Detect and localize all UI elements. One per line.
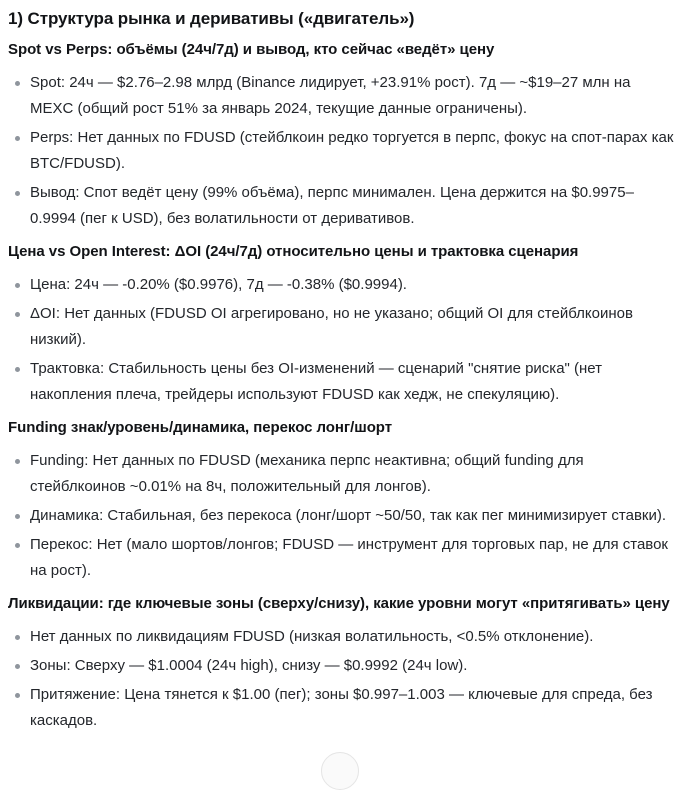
list-item <box>8 70 678 122</box>
list-item <box>8 272 678 298</box>
bullet-icon <box>15 81 20 86</box>
bullet-text: Трактовка: Стабильность цены без OI-изменений — сценарий "снятие риска" (нет накопления плеча, трейдеры используют FDUSD как хедж, не спекуляцию). <box>30 360 603 403</box>
bullet-text: ΔOI: Нет данных (FDUSD OI агрегировано, но не указано; общий OI для стейблкоинов низкий). <box>30 305 633 348</box>
list-item <box>8 125 678 177</box>
bullet-icon <box>15 693 20 698</box>
bullet-icon <box>15 459 20 464</box>
bullet-list <box>8 272 678 408</box>
bullet-icon <box>15 514 20 519</box>
bullet-text: Perps: Нет данных по FDUSD (стейблкоин редко торгуется в перпс, фокус на спот-парах как BTC/FDUSD). <box>30 129 674 172</box>
bullet-icon <box>15 191 20 196</box>
list-item <box>8 301 678 353</box>
bullet-text: Притяжение: Цена тянется к $1.00 (пег); зоны $0.997–1.003 — ключевые для спреда, без каскадов. <box>30 686 653 729</box>
section-liquidations <box>8 593 678 734</box>
bullet-text: Перекос: Нет (мало шортов/лонгов; FDUSD — инструмент для торговых пар, не для ставок на рост). <box>30 536 668 579</box>
section-heading: Spot vs Perps: объёмы (24ч/7д) и вывод, кто сейчас «ведёт» цену <box>8 41 495 58</box>
bullet-text: Динамика: Стабильная, без перекоса (лонг/шорт ~50/50, так как пег минимизирует ставки). <box>30 507 667 524</box>
bullet-icon <box>15 312 20 317</box>
bullet-icon <box>15 635 20 640</box>
section-heading: Funding знак/уровень/динамика, перекос лонг/шорт <box>8 419 393 436</box>
list-item <box>8 532 678 584</box>
bullet-icon <box>15 664 20 669</box>
list-item <box>8 653 678 679</box>
bullet-text: Цена: 24ч — -0.20% ($0.9976), 7д — -0.38% ($0.9994). <box>30 276 407 293</box>
list-item <box>8 503 678 529</box>
list-item <box>8 448 678 500</box>
bullet-list <box>8 624 678 734</box>
section-spot-vs-perps <box>8 39 678 232</box>
bullet-text: Funding: Нет данных по FDUSD (механика перпс неактивна; общий funding для стейблкоинов ~0.01% на 8ч, положительный для лонгов). <box>30 452 584 495</box>
list-item <box>8 624 678 650</box>
bullet-list <box>8 70 678 232</box>
section-funding <box>8 417 678 584</box>
bullet-icon <box>15 367 20 372</box>
bullet-icon <box>15 136 20 141</box>
page-title: 1) Структура рынка и деривативы («двигатель») <box>8 9 415 28</box>
bullet-icon <box>15 543 20 548</box>
bullet-list <box>8 448 678 584</box>
scroll-to-bottom-button[interactable] <box>321 752 359 790</box>
list-item <box>8 682 678 734</box>
bullet-text: Зоны: Сверху — $1.0004 (24ч high), снизу — $0.9992 (24ч low). <box>30 657 468 674</box>
bullet-text: Spot: 24ч — $2.76–2.98 млрд (Binance лидирует, +23.91% рост). 7д — ~$19–27 млн на MEXC (общий рост 51% за январь 2024, текущие данные ограничены). <box>30 74 631 117</box>
section-heading: Ликвидации: где ключевые зоны (сверху/снизу), какие уровни могут «притягивать» цену <box>8 595 670 612</box>
section-price-vs-open-interest <box>8 241 678 408</box>
section-heading: Цена vs Open Interest: ΔOI (24ч/7д) относительно цены и трактовка сценария <box>8 243 579 260</box>
list-item <box>8 356 678 408</box>
bullet-text: Вывод: Спот ведёт цену (99% объёма), перпс минимален. Цена держится на $0.9975–0.9994 (пег к USD), без волатильности от деривативов. <box>30 184 634 227</box>
list-item <box>8 180 678 232</box>
bullet-text: Нет данных по ликвидациям FDUSD (низкая волатильность, <0.5% отклонение). <box>30 628 594 645</box>
bullet-icon <box>15 283 20 288</box>
